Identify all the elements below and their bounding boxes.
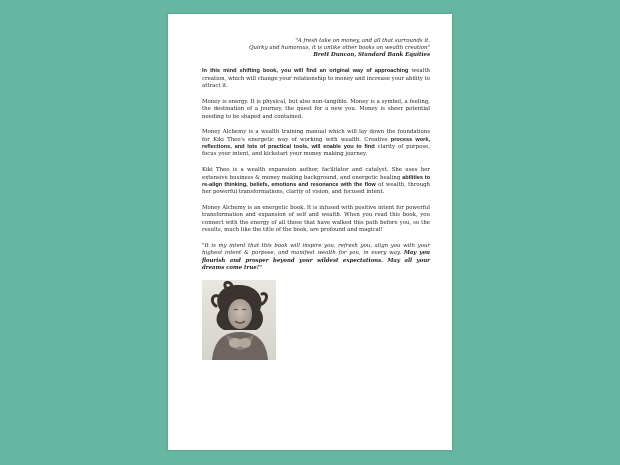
author-paragraph-bold: abilities to re-align thinking, beliefs, emotions and resonance with the flow bbox=[202, 174, 430, 188]
testimonial-line-1: "A fresh take on money, and all that surrounds it. bbox=[295, 38, 430, 44]
closing-quote bbox=[202, 243, 430, 272]
author-paragraph-start: Kiki Theo is a wealth expansion author, facilitator and catalyst. She uses her extensive business & money making background, and energetic healing bbox=[202, 167, 430, 181]
author-photo bbox=[202, 280, 276, 360]
testimonial-line-2: Quirky and humorous, it is unlike other books on wealth creation" bbox=[249, 45, 430, 52]
testimonial-quote bbox=[202, 38, 430, 59]
intro-paragraph bbox=[202, 68, 430, 90]
energetic-book-paragraph: Money Alchemy is an energetic book. It is infused with positive intent for powerful transformation and expansion of self and wealth. When you read this book, you connect with the energy of all those that have walked this path before you, so the results, much like the title of the book, are profound and magical! bbox=[202, 205, 430, 234]
manual-paragraph bbox=[202, 129, 430, 158]
intro-paragraph-rest: wealth creation, which will change your relationship to money and increase your ability to attract it. bbox=[202, 68, 430, 89]
manual-paragraph-start: Money Alchemy is a wealth training manual which will lay down the foundations for Kiki Theo's energetic way of working with wealth. Creative bbox=[202, 129, 430, 143]
intro-paragraph-bold: In this mind shifting book, you will find an original way of approaching bbox=[202, 68, 409, 75]
book-back-cover-page bbox=[168, 14, 452, 450]
author-paragraph bbox=[202, 167, 430, 196]
manual-paragraph-bold: process work, reflections, and lots of practical tools, will enable you to find bbox=[202, 136, 430, 151]
closing-quote-normal: "It is my intent that this book will inspire you, refresh you, align you with your highest intent & purpose, and manifest wealth for you, in every way. bbox=[202, 242, 430, 257]
manual-paragraph-end: clarity of purpose, focus your intent, and kickstart your money making journey. bbox=[202, 144, 431, 158]
testimonial-attribution: Brett Duncan, Standard Bank Equities bbox=[313, 52, 430, 59]
author-paragraph-end: of wealth, through her powerful transformations, clarity of vision, and focused intent. bbox=[202, 181, 430, 196]
closing-quote-bold: May you flourish and prosper beyond your wildest expectations. May all your dreams come true!" bbox=[202, 250, 430, 271]
money-energy-paragraph: Money is energy. It is physical, but also non-tangible. Money is a symbol, a feeling, the destination of a journey, the quest for a new you. Money is sheer potential needing to be shaped and contained. bbox=[202, 98, 430, 120]
